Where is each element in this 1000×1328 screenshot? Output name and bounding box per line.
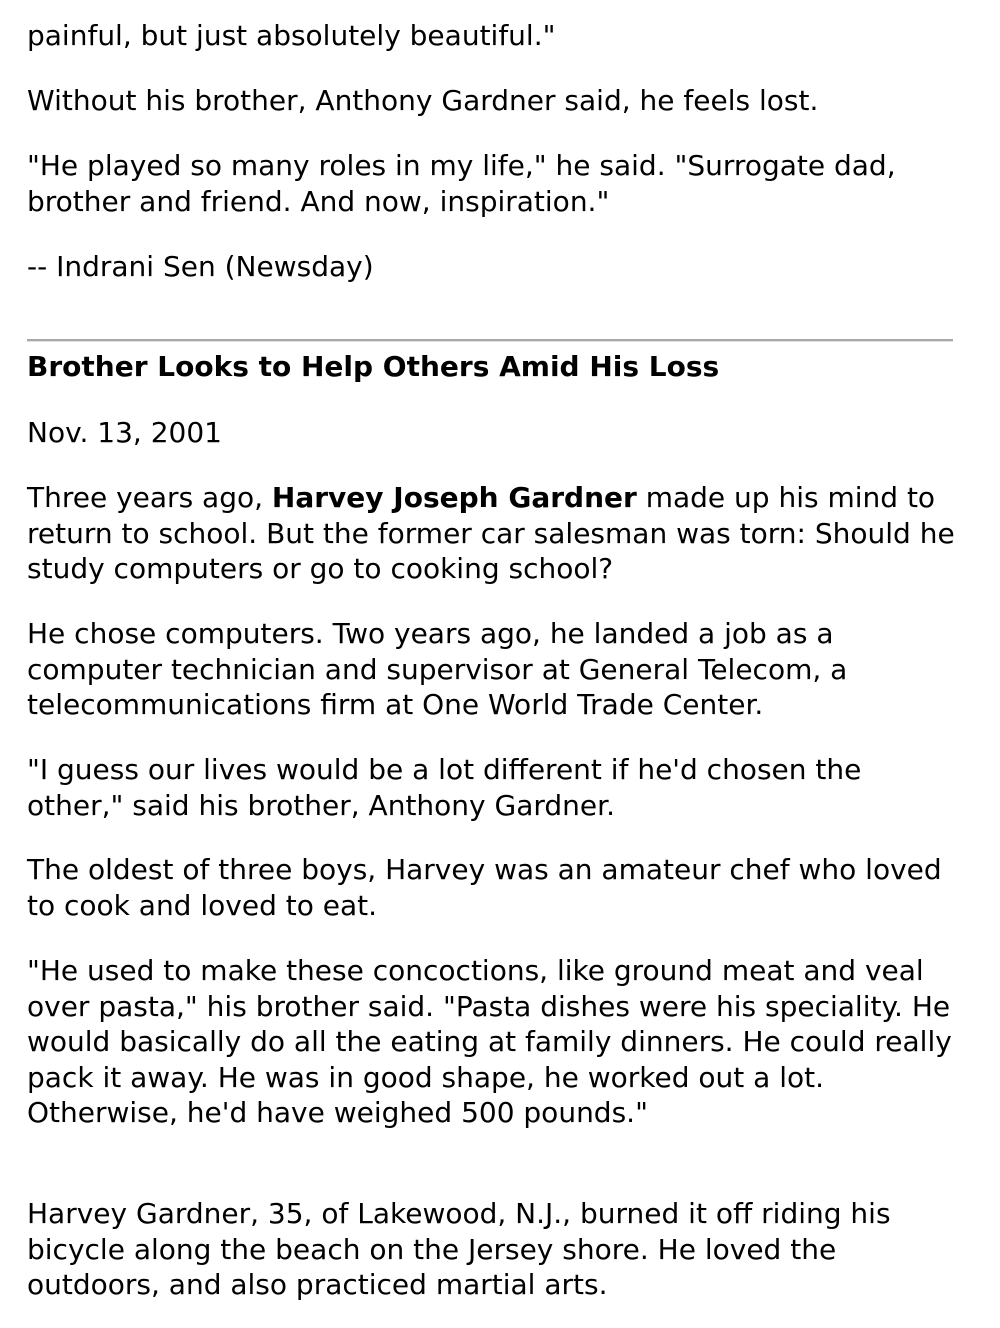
article-paragraph-5: "He used to make these concoctions, like ground meat and veal over pasta," his brother said. "Pasta dishes were his speciality. He would basically do all the eating at family dinners. He could really pack it away. He was in good shape, he worked out a lot. Otherwise, he'd have weighed 500 pounds." xyxy=(27,954,952,1129)
article-date: Nov. 13, 2001 xyxy=(27,416,222,449)
article-paragraph-1-lead: Three years ago, xyxy=(27,481,272,514)
prev-article-paragraph-1: painful, but just absolutely beautiful." xyxy=(27,19,556,52)
article-headline: Brother Looks to Help Others Amid His Loss xyxy=(27,350,720,383)
article-paragraph-6: Harvey Gardner, 35, of Lakewood, N.J., burned it off riding his bicycle along the beach on the Jersey shore. He loved the outdoors, and also practiced martial arts. xyxy=(27,1197,891,1301)
prev-article-byline: -- Indrani Sen (Newsday) xyxy=(27,250,374,283)
article-paragraph-4: The oldest of three boys, Harvey was an amateur chef who loved to cook and loved to eat. xyxy=(27,853,942,922)
article-paragraph-2: He chose computers. Two years ago, he landed a job as a computer technician and supervisor at General Telecom, a telecommunications firm at One World Trade Center. xyxy=(27,617,848,721)
article-paragraph-1 xyxy=(27,480,962,587)
victim-name: Harvey Joseph Gardner xyxy=(271,481,637,514)
prev-article-paragraph-2: Without his brother, Anthony Gardner said, he feels lost. xyxy=(27,84,819,117)
article-paragraph-1-rest: made up his mind to return to school. But the former car salesman was torn: Should he study computers or go to cooking school? xyxy=(27,481,955,585)
article-paragraph-3: "I guess our lives would be a lot different if he'd chosen the other," said his brother, Anthony Gardner. xyxy=(27,753,862,822)
prev-article-paragraph-3: "He played so many roles in my life," he said. "Surrogate dad, brother and friend. And now, inspiration." xyxy=(27,149,896,218)
section-divider xyxy=(27,339,953,342)
